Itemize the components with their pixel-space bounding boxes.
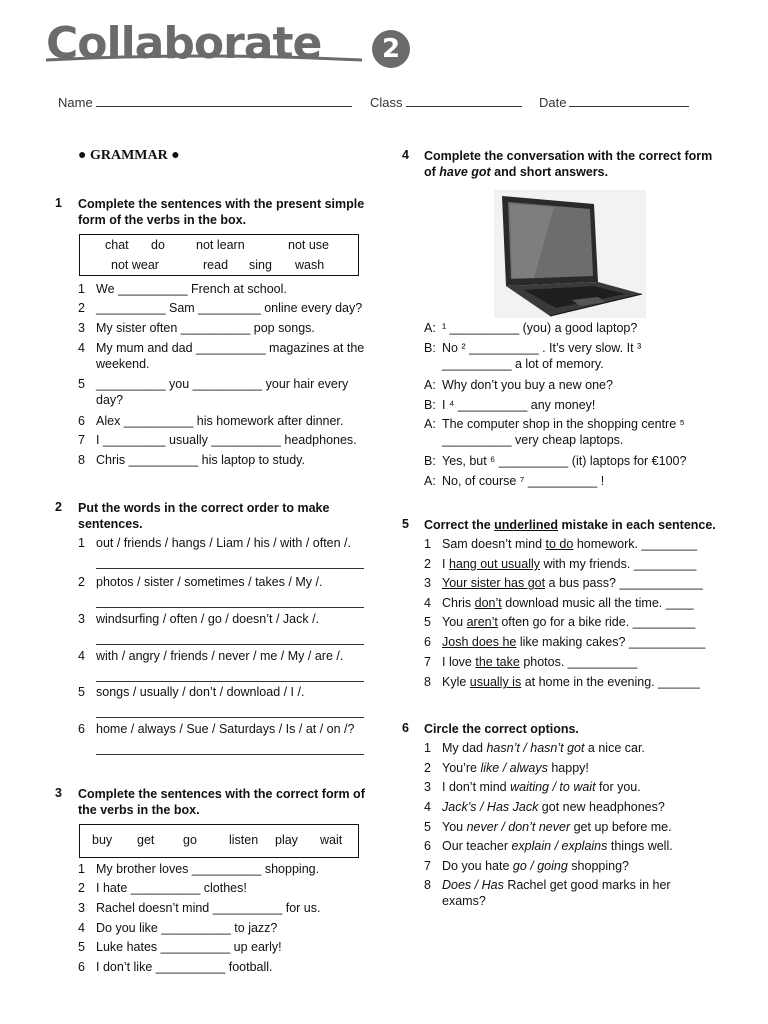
ex2-item-3 [78, 611, 370, 645]
ex4-instruction: Complete the conversation with the correct form of have got and short answers. [424, 149, 713, 179]
item-text: Chris don’t download music all the time. ____ [442, 596, 694, 610]
item-text: Chris __________ his laptop to study. [96, 453, 305, 467]
item-text: Your sister has got a bus pass? ____________ [442, 576, 703, 590]
item-text: I don’t mind waiting / to wait for you. [442, 780, 641, 794]
box-word: read [203, 258, 229, 272]
item-text: Alex __________ his homework after dinner. [96, 414, 344, 428]
item-number: 3 [78, 612, 85, 626]
item-number: 6 [78, 414, 85, 428]
answer-line[interactable] [96, 606, 364, 608]
box-word: not learn [196, 238, 245, 252]
ex3-box-words [79, 833, 357, 849]
name-field[interactable]: Name [58, 94, 352, 110]
item-text: windsurfing / often / go / doesn’t / Jack /. [96, 612, 320, 626]
ex6-number: 6 [402, 721, 409, 735]
box-word: buy [92, 833, 113, 847]
ex5-instruction: Correct the underlined mistake in each sentence. [424, 518, 716, 532]
speaker-label: B: [424, 398, 436, 412]
item-number: 7 [424, 859, 431, 873]
answer-line[interactable] [96, 567, 364, 569]
ex2-item-2 [78, 574, 370, 608]
ex3-number: 3 [55, 786, 62, 800]
item-number: 4 [78, 649, 85, 663]
item-number: 4 [424, 800, 431, 814]
item-number: 1 [424, 741, 431, 755]
item-text: Josh does he like making cakes? ___________ [442, 635, 706, 649]
item-text: songs / usually / don’t / download / I /. [96, 685, 305, 699]
answer-line[interactable] [96, 680, 364, 682]
ex1-item-5 [78, 376, 370, 410]
ex1-box-row2 [79, 258, 357, 274]
ex2-item-4 [78, 648, 370, 682]
answer-line[interactable] [96, 753, 364, 755]
ex1-item-8 [78, 452, 370, 486]
item-text: out / friends / hangs / Liam / his / with / often /. [96, 536, 351, 550]
item-text: You’re like / always happy! [442, 761, 589, 775]
ex4-number: 4 [402, 148, 409, 162]
logo-swoosh [44, 50, 364, 64]
item-number: 2 [424, 557, 431, 571]
item-number: 1 [424, 537, 431, 551]
item-text: photos / sister / sometimes / takes / My /. [96, 575, 323, 589]
item-number: 5 [424, 820, 431, 834]
item-text: Rachel doesn’t mind __________ for us. [96, 901, 321, 915]
line-text: No ² __________ . It’s very slow. It ³ __________ a lot of memory. [442, 341, 642, 371]
speaker-label: A: [424, 321, 436, 335]
class-field[interactable]: Class [370, 94, 522, 110]
answer-line[interactable] [96, 716, 364, 718]
item-number: 6 [78, 722, 85, 736]
ex1-item-4 [78, 340, 370, 374]
item-number: 5 [78, 940, 85, 954]
ex1-number: 1 [55, 196, 62, 210]
item-text: Do you hate go / going shopping? [442, 859, 629, 873]
laptop-illustration [494, 190, 646, 318]
box-word: wait [320, 833, 343, 847]
item-text: You never / don’t never get up before me. [442, 820, 672, 834]
box-word: wash [295, 258, 325, 272]
item-number: 5 [424, 615, 431, 629]
box-word: sing [249, 258, 272, 272]
item-number: 4 [424, 596, 431, 610]
item-number: 7 [424, 655, 431, 669]
box-word: go [183, 833, 197, 847]
ex2-number: 2 [55, 500, 62, 514]
item-text: My dad hasn’t / hasn’t got a nice car. [442, 741, 645, 755]
item-text: Does / Has Rachel get good marks in her exams? [442, 878, 671, 908]
item-text: Jack’s / Has Jack got new headphones? [442, 800, 665, 814]
speaker-label: B: [424, 341, 436, 355]
item-text: I hang out usually with my friends. _________ [442, 557, 697, 571]
item-number: 2 [78, 301, 85, 315]
item-number: 5 [78, 377, 85, 391]
ex4-line-7 [424, 473, 710, 507]
line-text: ¹ __________ (you) a good laptop? [442, 321, 638, 335]
line-text: Why don’t you buy a new one? [442, 378, 613, 392]
ex1-box-row1 [79, 238, 357, 254]
item-text: I don’t like __________ football. [96, 960, 273, 974]
line-text: Yes, but ⁶ __________ (it) laptops for €100? [442, 454, 687, 468]
item-text: My mum and dad __________ magazines at the weekend. [96, 341, 365, 371]
section-heading: ● GRAMMAR ● [78, 148, 180, 163]
item-text: Sam doesn’t mind to do homework. ________ [442, 537, 698, 551]
item-number: 6 [424, 635, 431, 649]
date-field[interactable]: Date [539, 94, 689, 110]
ex3-instruction: Complete the sentences with the correct form of the verbs in the box. [78, 787, 365, 817]
ex4-line-2 [424, 340, 710, 374]
item-text: I hate __________ clothes! [96, 881, 247, 895]
item-text: Kyle usually is at home in the evening. ______ [442, 675, 700, 689]
box-word: play [275, 833, 298, 847]
ex5-number: 5 [402, 517, 409, 531]
logo-title: Collaborate [46, 18, 322, 69]
line-text: The computer shop in the shopping centre ⁵ __________ very cheap laptops. [442, 417, 685, 447]
item-number: 3 [424, 576, 431, 590]
item-text: We __________ French at school. [96, 282, 287, 296]
speaker-label: A: [424, 417, 436, 431]
item-text: home / always / Sue / Saturdays / Is / at / on /? [96, 722, 355, 736]
ex1-instruction: Complete the sentences with the present simple form of the verbs in the box. [78, 197, 365, 227]
item-number: 1 [78, 862, 85, 876]
ex3-item-6 [78, 959, 370, 993]
item-text: __________ Sam _________ online every day? [96, 301, 363, 315]
ex2-item-1 [78, 535, 370, 569]
box-word: do [151, 238, 165, 252]
item-text: __________ you __________ your hair every day? [96, 377, 349, 407]
speaker-label: A: [424, 378, 436, 392]
item-number: 7 [78, 433, 85, 447]
item-number: 1 [78, 282, 85, 296]
box-word: not use [288, 238, 330, 252]
item-text: My brother loves __________ shopping. [96, 862, 320, 876]
item-number: 1 [78, 536, 85, 550]
answer-line[interactable] [96, 643, 364, 645]
item-number: 4 [78, 921, 85, 935]
ex6-item-8 [424, 877, 714, 911]
box-word: get [137, 833, 155, 847]
logo-level: 2 [372, 30, 410, 68]
ex2-instruction: Put the words in the correct order to make sentences. [78, 501, 330, 531]
item-number: 2 [424, 761, 431, 775]
item-text: with / angry / friends / never / me / My / are /. [96, 649, 344, 663]
item-number: 8 [424, 878, 431, 892]
item-text: My sister often __________ pop songs. [96, 321, 315, 335]
speaker-label: B: [424, 454, 436, 468]
ex5-item-8 [424, 674, 724, 708]
item-number: 6 [424, 839, 431, 853]
item-number: 3 [78, 901, 85, 915]
line-text: I ⁴ __________ any money! [442, 398, 596, 412]
item-text: You aren’t often go for a bike ride. _________ [442, 615, 696, 629]
item-number: 4 [78, 341, 85, 355]
ex2-item-6 [78, 721, 370, 755]
item-number: 8 [78, 453, 85, 467]
item-number: 3 [78, 321, 85, 335]
box-word: not wear [111, 258, 159, 272]
box-word: chat [105, 238, 129, 252]
ex6-instruction: Circle the correct options. [424, 722, 579, 736]
box-word: listen [229, 833, 259, 847]
item-text: I _________ usually __________ headphones. [96, 433, 357, 447]
line-text: No, of course ⁷ __________ ! [442, 474, 605, 488]
speaker-label: A: [424, 474, 436, 488]
item-number: 2 [78, 881, 85, 895]
item-number: 2 [78, 575, 85, 589]
ex2-item-5 [78, 684, 370, 718]
item-number: 5 [78, 685, 85, 699]
ex4-line-5 [424, 416, 710, 450]
item-number: 6 [78, 960, 85, 974]
item-text: I love the take photos. __________ [442, 655, 638, 669]
item-number: 8 [424, 675, 431, 689]
item-text: Our teacher explain / explains things well. [442, 839, 673, 853]
item-text: Do you like __________ to jazz? [96, 921, 278, 935]
item-number: 3 [424, 780, 431, 794]
item-text: Luke hates __________ up early! [96, 940, 282, 954]
